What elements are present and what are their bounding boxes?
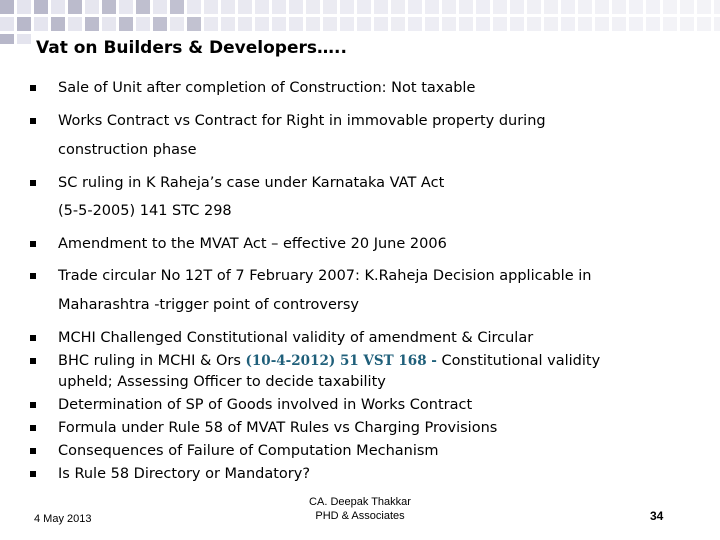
decor-square bbox=[323, 0, 337, 14]
decor-square bbox=[510, 17, 524, 31]
decor-square bbox=[646, 0, 660, 14]
bullet-continuation: Maharashtra -trigger point of controversy bbox=[58, 297, 360, 313]
decor-square bbox=[425, 17, 439, 31]
decor-square bbox=[510, 0, 524, 14]
decor-square bbox=[391, 17, 405, 31]
decor-square bbox=[544, 0, 558, 14]
decor-square bbox=[408, 0, 422, 14]
decor-square bbox=[136, 0, 150, 14]
decor-square bbox=[272, 0, 286, 14]
decor-square bbox=[221, 17, 235, 31]
decor-square bbox=[204, 17, 218, 31]
decor-square bbox=[697, 0, 711, 14]
decor-square bbox=[476, 17, 490, 31]
decor-square bbox=[357, 17, 371, 31]
decor-square bbox=[595, 0, 609, 14]
decor-square bbox=[187, 17, 201, 31]
bullet-marker bbox=[30, 358, 36, 364]
decor-square bbox=[663, 17, 677, 31]
bullet-marker bbox=[30, 241, 36, 247]
decor-square bbox=[17, 0, 31, 14]
decor-square bbox=[680, 0, 694, 14]
decor-square bbox=[306, 17, 320, 31]
decor-square bbox=[51, 17, 65, 31]
footer-date: 4 May 2013 bbox=[34, 513, 92, 525]
decor-square bbox=[544, 17, 558, 31]
bullet-marker bbox=[30, 180, 36, 186]
decor-square bbox=[204, 0, 218, 14]
decor-square bbox=[697, 17, 711, 31]
decor-square bbox=[306, 0, 320, 14]
decor-square bbox=[442, 17, 456, 31]
decor-square bbox=[17, 34, 31, 44]
decor-square bbox=[629, 0, 643, 14]
decor-square bbox=[51, 0, 65, 14]
decor-square bbox=[493, 0, 507, 14]
decor-square bbox=[255, 0, 269, 14]
decor-square bbox=[374, 17, 388, 31]
decor-square bbox=[646, 17, 660, 31]
decor-square bbox=[153, 17, 167, 31]
decor-square bbox=[0, 34, 14, 44]
decor-square bbox=[34, 17, 48, 31]
bullet-marker bbox=[30, 448, 36, 454]
decor-square bbox=[102, 0, 116, 14]
decor-square bbox=[221, 0, 235, 14]
bullet-marker bbox=[30, 118, 36, 124]
decor-square bbox=[68, 0, 82, 14]
decor-square bbox=[408, 17, 422, 31]
bullet-marker bbox=[30, 402, 36, 408]
decor-square bbox=[714, 17, 720, 31]
decor-square bbox=[272, 17, 286, 31]
decor-square bbox=[612, 17, 626, 31]
decor-square bbox=[612, 0, 626, 14]
decor-square bbox=[85, 17, 99, 31]
decor-square bbox=[561, 0, 575, 14]
decor-square bbox=[629, 17, 643, 31]
decor-square bbox=[0, 17, 14, 31]
decor-square bbox=[340, 17, 354, 31]
author-firm: PHD & Associates bbox=[315, 510, 405, 522]
decor-square bbox=[85, 0, 99, 14]
decor-square bbox=[170, 17, 184, 31]
decor-square bbox=[442, 0, 456, 14]
decor-square bbox=[374, 0, 388, 14]
decor-square bbox=[714, 0, 720, 14]
decor-square bbox=[102, 17, 116, 31]
decor-square bbox=[289, 17, 303, 31]
decor-square bbox=[187, 0, 201, 14]
decor-square bbox=[493, 17, 507, 31]
bullet-continuation: upheld; Assessing Officer to decide taxability bbox=[58, 374, 386, 390]
decor-square bbox=[119, 17, 133, 31]
decor-square bbox=[153, 0, 167, 14]
decor-square bbox=[357, 0, 371, 14]
decor-square bbox=[340, 0, 354, 14]
decor-square bbox=[459, 0, 473, 14]
decor-square bbox=[68, 17, 82, 31]
author-name: CA. Deepak Thakkar bbox=[309, 496, 411, 508]
bullet-marker bbox=[30, 335, 36, 341]
decor-square bbox=[238, 0, 252, 14]
decor-square bbox=[238, 17, 252, 31]
decor-square bbox=[578, 17, 592, 31]
decor-square bbox=[255, 17, 269, 31]
decor-square bbox=[476, 0, 490, 14]
decor-square bbox=[119, 0, 133, 14]
decor-square bbox=[289, 0, 303, 14]
decor-square bbox=[425, 0, 439, 14]
bullet-marker bbox=[30, 471, 36, 477]
decor-square bbox=[17, 17, 31, 31]
decor-square bbox=[663, 0, 677, 14]
page-number: 34 bbox=[650, 509, 664, 523]
bullet-continuation: (5-5-2005) 141 STC 298 bbox=[58, 203, 232, 219]
decor-square bbox=[323, 17, 337, 31]
decor-square bbox=[459, 17, 473, 31]
decor-square bbox=[391, 0, 405, 14]
decor-square bbox=[136, 17, 150, 31]
decor-square bbox=[34, 0, 48, 14]
decor-square bbox=[170, 0, 184, 14]
footer-author bbox=[260, 495, 460, 523]
decor-square bbox=[595, 17, 609, 31]
slide-title: Vat on Builders & Developers….. bbox=[36, 38, 347, 58]
decor-square bbox=[680, 17, 694, 31]
decor-square bbox=[0, 0, 14, 14]
case-citation: (10-4-2012) 51 VST 168 - bbox=[245, 353, 437, 369]
bullet-marker bbox=[30, 425, 36, 431]
decor-square bbox=[578, 0, 592, 14]
decor-square bbox=[527, 0, 541, 14]
decor-square bbox=[561, 17, 575, 31]
bullet-marker bbox=[30, 273, 36, 279]
decor-square bbox=[527, 17, 541, 31]
bullet-marker bbox=[30, 85, 36, 91]
bullet-continuation: construction phase bbox=[58, 142, 197, 158]
